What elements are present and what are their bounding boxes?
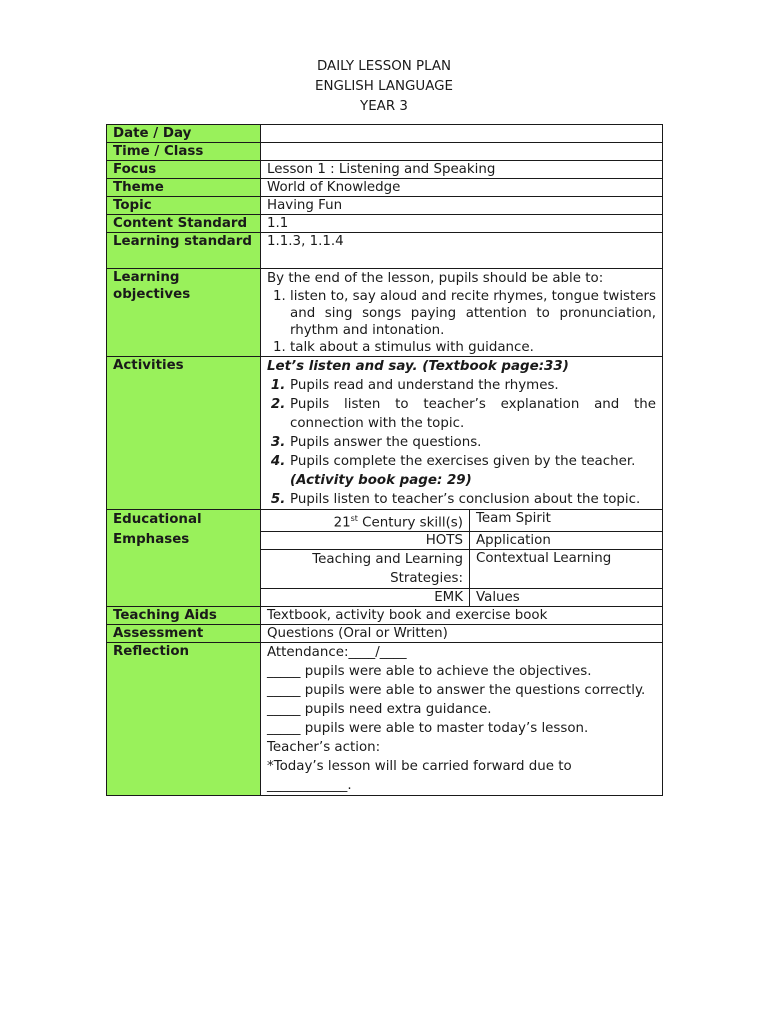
- label-topic: Topic: [107, 197, 261, 215]
- activities-heading: Let’s listen and say. (Textbook page:33): [267, 359, 569, 374]
- header-title: DAILY LESSON PLAN: [316, 59, 452, 74]
- emphasis-row: [261, 589, 662, 607]
- value-time-class: [261, 143, 663, 161]
- emphasis-value: Application: [470, 532, 663, 550]
- objective-item: 1. listen to, say aloud and recite rhymes, tongue twisters and sing songs paying attention to pronunciation, rhythm and intonation.: [290, 288, 656, 339]
- value-learning-objectives: [261, 269, 663, 357]
- label-content-standard: Content Standard: [107, 215, 261, 233]
- label-educational-emphases: Educational Emphases: [107, 510, 261, 607]
- label-date-day: Date / Day: [107, 125, 261, 143]
- emphasis-key: HOTS: [261, 532, 470, 550]
- lesson-plan-table: [106, 124, 663, 796]
- label-reflection: Reflection: [107, 643, 261, 796]
- emphasis-row: [261, 532, 662, 550]
- reflection-line: _____ pupils need extra guidance.: [267, 702, 492, 718]
- label-teaching-aids: Teaching Aids: [107, 607, 261, 625]
- value-content-standard: 1.1: [261, 215, 663, 233]
- row-teaching-aids: [107, 607, 663, 625]
- value-assessment: Questions (Oral or Written): [261, 625, 663, 643]
- activities-list: [267, 376, 656, 509]
- activity-item: 5. Pupils listen to teacher’s conclusion about the topic.: [290, 490, 656, 509]
- value-reflection: [261, 643, 663, 796]
- value-activities: [261, 357, 663, 510]
- objectives-list: [267, 288, 656, 339]
- value-focus: Lesson 1 : Listening and Speaking: [261, 161, 663, 179]
- reflection-line: _____ pupils were able to master today’s lesson.: [267, 721, 589, 737]
- value-learning-standard: 1.1.3, 1.1.4: [261, 233, 663, 269]
- value-theme: World of Knowledge: [261, 179, 663, 197]
- reflection-line: Teacher’s action:: [267, 740, 381, 756]
- row-focus: [107, 161, 663, 179]
- emphasis-value: Values: [476, 590, 520, 606]
- row-reflection: [107, 643, 663, 796]
- reflection-line: _____ pupils were able to answer the questions correctly.: [267, 683, 646, 699]
- label-time-class: Time / Class: [107, 143, 261, 161]
- value-educational-emphases: [261, 510, 663, 607]
- reflection-line: *Today’s lesson will be carried forward due to ____________.: [267, 759, 572, 794]
- value-date-day: [261, 125, 663, 143]
- row-time-class: [107, 143, 663, 161]
- emphasis-key: EMK: [261, 589, 470, 607]
- emphasis-value: Team Spirit: [470, 510, 663, 532]
- row-assessment: [107, 625, 663, 643]
- value-teaching-aids: Textbook, activity book and exercise book: [261, 607, 663, 625]
- reflection-line: Attendance:____/____: [267, 645, 407, 661]
- activity-item: 1. Pupils read and understand the rhymes.: [290, 376, 656, 395]
- activity-text: Pupils complete the exercises given by the teacher.: [290, 454, 636, 469]
- emphasis-row: [261, 510, 662, 532]
- label-assessment: Assessment: [107, 625, 261, 643]
- objectives-list-2: [267, 339, 656, 356]
- row-content-standard: [107, 215, 663, 233]
- superscript-st: st: [350, 514, 358, 523]
- row-date-day: [107, 125, 663, 143]
- activity-item: [290, 452, 656, 490]
- header-subject: ENGLISH LANGUAGE: [315, 79, 453, 94]
- reflection-line: _____ pupils were able to achieve the objectives.: [267, 664, 592, 680]
- emphasis-row: [261, 550, 662, 589]
- row-learning-objectives: [107, 269, 663, 357]
- row-learning-standard: [107, 233, 663, 269]
- emphases-table: [261, 510, 662, 606]
- emphasis-value: Contextual Learning: [470, 550, 663, 589]
- label-focus: Focus: [107, 161, 261, 179]
- objectives-intro: By the end of the lesson, pupils should be able to:: [267, 271, 604, 286]
- document-header: [0, 57, 768, 117]
- emphasis-key: 21st Century skill(s): [261, 510, 470, 532]
- row-educational-emphases: [107, 510, 663, 607]
- emphasis-key: Teaching and Learning Strategies:: [261, 550, 470, 589]
- header-year: YEAR 3: [360, 99, 408, 114]
- label-learning-objectives: Learning objectives: [107, 269, 261, 357]
- label-activities: Activities: [107, 357, 261, 510]
- label-theme: Theme: [107, 179, 261, 197]
- activity-item: 2. Pupils listen to teacher’s explanation and the connection with the topic.: [290, 395, 656, 433]
- row-theme: [107, 179, 663, 197]
- activity-item: 3. Pupils answer the questions.: [290, 433, 656, 452]
- row-activities: [107, 357, 663, 510]
- activity-book-note: (Activity book page: 29): [290, 473, 472, 488]
- row-topic: [107, 197, 663, 215]
- label-learning-standard: Learning standard: [107, 233, 261, 269]
- objective-item: 1. talk about a stimulus with guidance.: [290, 339, 656, 356]
- value-topic: Having Fun: [261, 197, 663, 215]
